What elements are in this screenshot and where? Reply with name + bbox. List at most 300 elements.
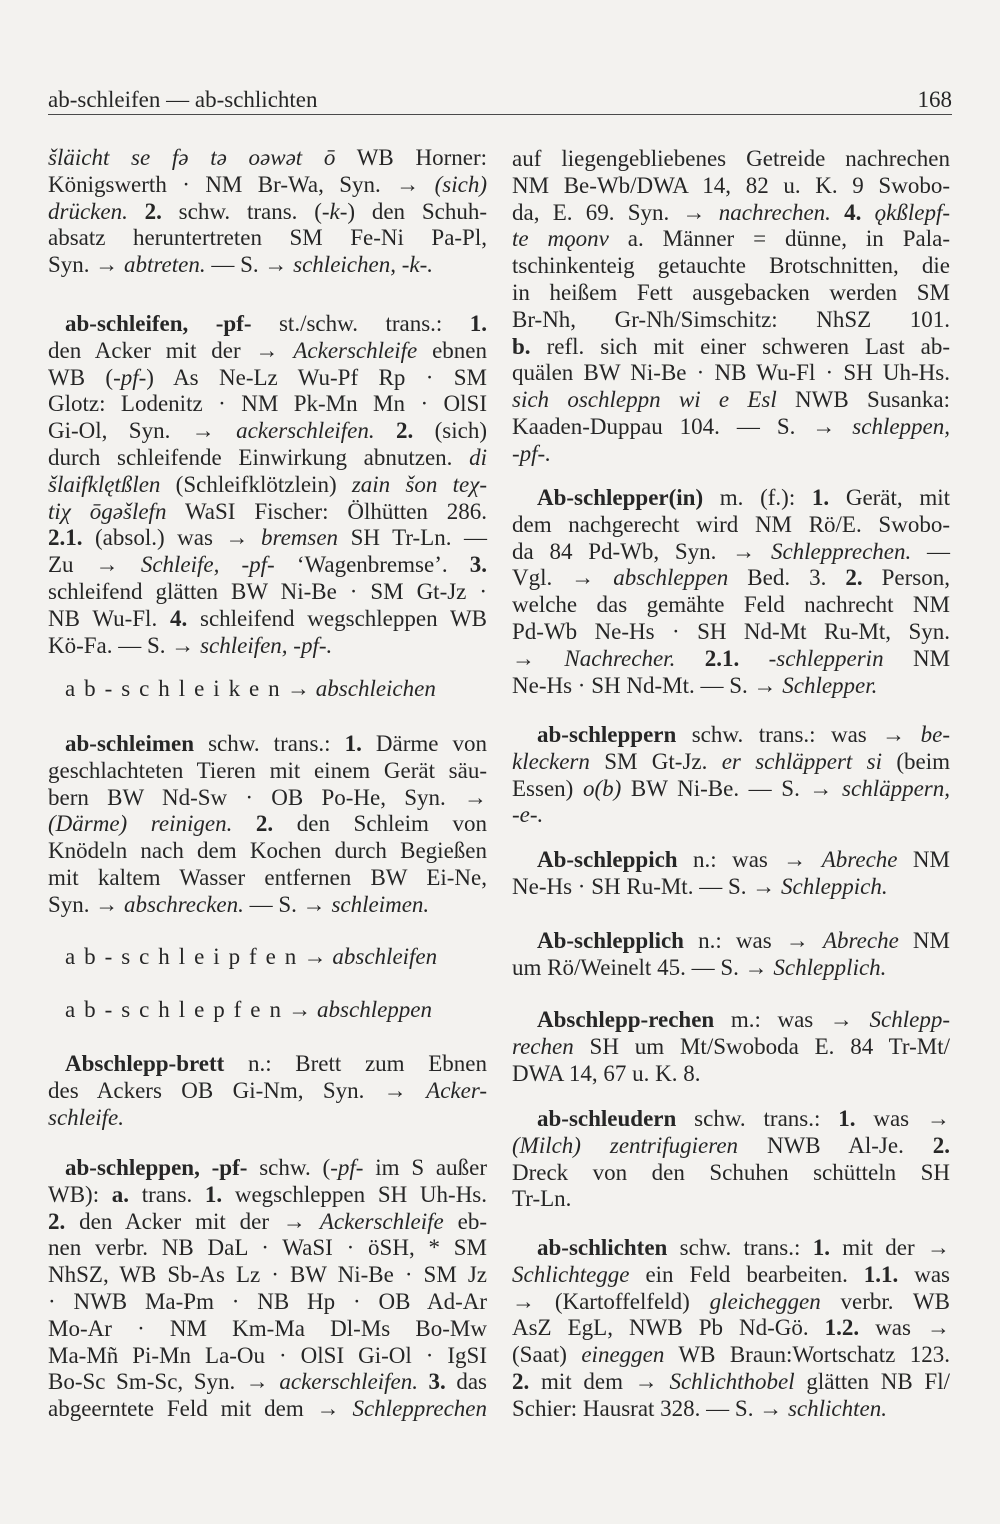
bold-text: 2. xyxy=(396,418,414,444)
text-run: was → xyxy=(859,1315,950,1341)
text-run: → xyxy=(282,997,318,1022)
text-run: mit der → xyxy=(829,1235,950,1260)
italic-text: šlaifklętßlen xyxy=(48,471,161,497)
text-run: SH Tr-Ln. — xyxy=(338,525,487,551)
italic-text: -schlepperin xyxy=(768,645,884,671)
italic-text: Acker- xyxy=(426,1077,487,1103)
italic-text: šläicht se fə tə oəwət ō xyxy=(48,145,336,170)
text-run: Syn. → xyxy=(48,891,125,917)
text-run: → xyxy=(512,645,565,671)
text-line xyxy=(512,1133,950,1160)
text-run: Ma-Mñ Pi-Mn La-Ou · OlSI Gi-Ol · IgSI xyxy=(48,1342,487,1368)
text-line xyxy=(512,1186,950,1213)
text-run: bern BW Nd-Sw · OB Po-He, Syn. → xyxy=(48,784,487,810)
text-line xyxy=(512,749,950,776)
text-run: Dreck von den Schuhen schütteln SH xyxy=(512,1159,950,1185)
text-run: durch schleifende Einwirkung abnutzen. xyxy=(48,444,470,470)
text-line xyxy=(48,1078,487,1105)
italic-text: abschleppen xyxy=(317,997,433,1022)
text-run: Essen) xyxy=(512,775,583,801)
text-line xyxy=(48,865,487,892)
right-column xyxy=(512,0,950,1524)
spaced-headword: a b - s c h l e i k e n xyxy=(65,676,282,701)
text-run: (Saat) xyxy=(512,1342,582,1368)
italic-text: Schlepprechen xyxy=(352,1396,487,1422)
text-line xyxy=(512,565,950,592)
italic-text: Nachrecher. xyxy=(564,645,676,671)
text-line xyxy=(512,334,950,361)
italic-text: schlichten. xyxy=(787,1395,887,1421)
text-run: Syn. → xyxy=(48,252,125,278)
headword: Ab-schlepplich xyxy=(537,928,684,953)
text-run: AsZ EgL, NWB Pb Nd-Gö. xyxy=(512,1315,825,1341)
text-run: geschlachteten Tieren mit einem Gerät säu- xyxy=(48,757,487,783)
text-line xyxy=(512,928,950,955)
text-line xyxy=(48,997,487,1024)
text-run: schw. trans. (- xyxy=(161,198,330,224)
text-run: nen verbr. NB DaL · WaSI · öSH, * SM xyxy=(48,1235,487,1261)
text-run: schw. trans.: xyxy=(676,1106,839,1131)
text-run: WB (- xyxy=(48,364,121,390)
text-line xyxy=(512,485,950,512)
bold-text: 1. xyxy=(838,1106,856,1131)
text-run: schw. trans.: xyxy=(667,1235,813,1260)
text-run: Ne-Hs · SH Ru-Mt. — S. → xyxy=(512,873,781,899)
text-run: verbr. WB xyxy=(820,1288,950,1314)
bold-text: 1. xyxy=(469,311,487,336)
bold-text: 4. xyxy=(844,199,862,225)
text-run: a. Männer = dünne, in Pala- xyxy=(608,226,950,252)
dictionary-entry xyxy=(512,146,950,468)
text-line xyxy=(48,199,487,226)
text-run: des Ackers OB Gi-Nm, Syn. → xyxy=(48,1077,427,1103)
text-line xyxy=(48,944,487,971)
italic-text: (sich) xyxy=(434,171,487,197)
text-run: Br-Nh, Gr-Nh/Simschitz: NhSZ 101. xyxy=(512,306,950,332)
text-run xyxy=(861,200,874,225)
text-line xyxy=(48,365,487,392)
text-run: — xyxy=(911,538,950,564)
italic-text: Schlichtegge xyxy=(512,1261,630,1287)
text-run: NhSZ, WB Sb-As Lz · BW Ni-Be · SM Jz xyxy=(48,1262,487,1288)
text-line xyxy=(48,1369,487,1396)
text-line xyxy=(512,1235,950,1262)
text-run: schw. (- xyxy=(247,1155,338,1180)
text-run xyxy=(831,200,844,225)
text-line xyxy=(512,776,950,803)
italic-text: (Milch) zentrifugieren xyxy=(512,1132,739,1158)
dictionary-entry xyxy=(48,731,487,919)
text-line xyxy=(512,874,950,901)
text-line xyxy=(512,1061,950,1088)
text-line xyxy=(512,1106,950,1133)
text-run: Person, xyxy=(862,565,950,591)
text-run: um Rö/Weinelt 45. — S. → xyxy=(512,954,774,980)
text-line xyxy=(512,200,950,227)
bold-text: 1. xyxy=(204,1181,223,1207)
text-run: auf liegengebliebenes Getreide nachrechen xyxy=(512,146,950,171)
dictionary-entry xyxy=(48,1155,487,1423)
text-run xyxy=(739,646,768,671)
headword: ab-schleudern xyxy=(537,1106,677,1131)
bold-text: 2. xyxy=(845,565,863,591)
bold-text: 3. xyxy=(428,1369,446,1395)
bold-text: 1.2. xyxy=(824,1315,860,1341)
text-run xyxy=(418,1369,429,1394)
italic-text: Schleppich. xyxy=(780,873,888,899)
bold-text: 2. xyxy=(255,811,274,837)
italic-text: abschrecken. xyxy=(124,891,244,917)
text-run xyxy=(675,646,704,671)
text-run: den Acker mit der → xyxy=(48,337,294,363)
italic-text: abschleppen xyxy=(613,565,729,591)
italic-text: di xyxy=(469,444,487,470)
text-run: Zu → xyxy=(48,552,141,578)
text-run: das xyxy=(445,1369,487,1395)
text-run: n.: was → xyxy=(677,847,822,872)
text-run: da, E. 69. Syn. → xyxy=(512,199,719,225)
text-run: → xyxy=(281,676,316,701)
dictionary-entry xyxy=(48,997,487,1024)
text-run: SH um Mt/Swoboda E. 84 Tr-Mt/ xyxy=(573,1033,950,1059)
italic-text: abschleifen xyxy=(332,944,438,969)
headword: Ab-schleppich xyxy=(537,847,678,872)
bold-text: 4. xyxy=(169,605,188,631)
text-run: Mo-Ar · NM Km-Ma Dl-Ms Bo-Mw xyxy=(48,1315,487,1341)
text-run: DWA 14, 67 u. K. 8. xyxy=(512,1060,701,1086)
italic-text: ǫkßlepf- xyxy=(874,199,950,225)
text-line xyxy=(512,1342,950,1369)
headword: ab-schleppern xyxy=(537,722,677,747)
text-line xyxy=(48,338,487,365)
text-run: WaSI Fischer: Ölhütten 286. xyxy=(166,498,488,524)
italic-text: Ackerschleife xyxy=(293,337,418,363)
text-run: SM Gt-Jz. xyxy=(589,748,722,774)
dictionary-entry xyxy=(512,1235,950,1423)
italic-text: gleicheggen xyxy=(709,1288,821,1314)
bold-text: 2. xyxy=(48,1208,66,1234)
text-line xyxy=(512,146,950,173)
text-run: → (Kartoffelfeld) xyxy=(512,1288,710,1314)
running-head-title: ab-schleifen — ab-schlichten xyxy=(48,87,318,112)
text-run: Kaaden-Duppau 104. — S. → xyxy=(512,413,853,439)
text-line xyxy=(48,838,487,865)
text-run: Tr-Ln. xyxy=(512,1186,572,1212)
italic-text: -e-. xyxy=(512,802,544,828)
text-run: Bed. 3. xyxy=(728,565,846,591)
italic-text: bremsen xyxy=(260,525,339,551)
text-line xyxy=(48,311,487,338)
text-line xyxy=(48,1343,487,1370)
italic-text: schleife. xyxy=(48,1104,124,1130)
text-line xyxy=(48,172,487,199)
bold-text: 2.1. xyxy=(704,645,740,671)
text-run: dem nachgerecht wird NM Rö/E. Swobo- xyxy=(512,511,950,537)
text-run: - im S außer xyxy=(355,1155,488,1180)
italic-text: abtreten. xyxy=(124,252,206,278)
text-run: ein Feld bearbeiten. xyxy=(629,1261,864,1287)
text-run: schw. trans.: was → xyxy=(676,722,921,747)
text-run: WB): xyxy=(48,1181,112,1207)
italic-text: be- xyxy=(920,722,950,747)
italic-text: schleifen, -pf-. xyxy=(200,632,333,658)
italic-text: kleckern xyxy=(512,748,590,774)
text-line xyxy=(512,619,950,646)
text-run: ebnen xyxy=(417,337,487,363)
text-line xyxy=(512,360,950,387)
text-line xyxy=(48,811,487,838)
text-line xyxy=(48,1235,487,1262)
italic-text: Abreche xyxy=(823,928,899,953)
italic-text: rechen xyxy=(512,1033,574,1059)
text-line xyxy=(48,1209,487,1236)
text-run xyxy=(232,811,256,836)
text-run xyxy=(375,418,396,443)
headword: Abschlepp-brett xyxy=(65,1051,225,1076)
text-run: (Schleifklötzlein) xyxy=(160,471,352,497)
italic-text: ackerschleifen. xyxy=(236,418,375,444)
text-run: NWB Al-Je. xyxy=(738,1132,933,1158)
text-run: was xyxy=(898,1261,950,1287)
text-run: glätten NB Fl/ xyxy=(794,1368,950,1394)
text-run: eb- xyxy=(443,1208,487,1234)
text-line xyxy=(512,173,950,200)
dictionary-entry xyxy=(512,485,950,699)
text-run: — S. → xyxy=(205,252,294,278)
text-run: NM Be-Wb/DWA 14, 82 u. K. 9 Swobo- xyxy=(512,172,950,198)
text-line xyxy=(512,1396,950,1423)
text-run: schw. trans.: xyxy=(194,731,345,756)
text-run: Därme von xyxy=(361,731,487,756)
headword: ab-schleimen xyxy=(65,731,195,756)
italic-text: schleimen. xyxy=(331,891,430,917)
italic-text: o(b) xyxy=(582,775,622,801)
text-run: m. (f.): xyxy=(703,485,812,510)
text-line xyxy=(512,592,950,619)
dictionary-entry xyxy=(512,722,950,829)
text-line xyxy=(48,418,487,445)
italic-text: Schlepper. xyxy=(782,672,878,698)
text-run: wegschleppen SH Uh-Hs. xyxy=(222,1181,487,1207)
text-line xyxy=(48,892,487,919)
text-run: Königswerth · NM Br-Wa, Syn. → xyxy=(48,171,435,197)
bold-text: 1. xyxy=(344,731,362,756)
italic-text: pf xyxy=(337,1155,356,1180)
dictionary-entry xyxy=(512,928,950,982)
dictionary-entry xyxy=(48,1051,487,1131)
text-run: → xyxy=(297,944,333,969)
italic-text: tiχ ōgəšlefn xyxy=(48,498,167,524)
dictionary-entry xyxy=(48,311,487,659)
text-run: Gerät, mit xyxy=(829,485,950,510)
text-line xyxy=(48,676,487,703)
italic-text: Schleife, -pf- xyxy=(140,552,275,578)
italic-text: te mǫonv xyxy=(512,226,609,252)
text-run: -) den Schuh- xyxy=(339,198,488,224)
dictionary-entry xyxy=(512,847,950,901)
italic-text: ackerschleifen. xyxy=(279,1369,418,1395)
text-line xyxy=(48,1182,487,1209)
text-run: NM xyxy=(897,847,950,872)
italic-text: sich oschleppn wi e Esl xyxy=(512,387,777,413)
text-line xyxy=(512,646,950,673)
italic-text: eineggen xyxy=(581,1342,665,1368)
text-run: trans. xyxy=(129,1181,205,1207)
text-line xyxy=(48,633,487,660)
text-line xyxy=(512,280,950,307)
text-line xyxy=(512,673,950,700)
page-number: 168 xyxy=(917,87,952,112)
italic-text: schleppen, xyxy=(852,413,950,439)
italic-text: -pf-. xyxy=(512,440,551,466)
text-run: quälen BW Ni-Be · NB Wu-Fl · SH Uh-Hs. xyxy=(512,360,950,386)
italic-text: schläppern, xyxy=(842,775,950,801)
text-run: (sich) xyxy=(413,418,488,444)
dictionary-entry xyxy=(512,1007,950,1087)
text-run: abgeerntete Feld mit dem → xyxy=(48,1396,353,1422)
bold-text: 1.1. xyxy=(863,1261,899,1287)
text-run: schleifend wegschleppen WB xyxy=(187,605,488,631)
text-run: WB Braun:Wortschatz 123. xyxy=(664,1342,950,1368)
text-run: (absol.) was → xyxy=(82,525,261,551)
text-line xyxy=(48,785,487,812)
text-line xyxy=(48,145,487,172)
italic-text: Ackerschleife xyxy=(319,1208,444,1234)
text-run: Schier: Hausrat 328. — S. → xyxy=(512,1395,788,1421)
bold-text: 2.1. xyxy=(48,525,83,551)
italic-text: Schlichthobel xyxy=(669,1368,795,1394)
spaced-headword: a b - s c h l e p f e n xyxy=(65,997,283,1022)
bold-text: 2. xyxy=(144,198,162,224)
italic-text: Schlepprechen. xyxy=(770,538,912,564)
text-run: da 84 Pd-Wb, Syn. → xyxy=(512,538,771,564)
text-run: Glotz: Lodenitz · NM Pk-Mn Mn · OlSI xyxy=(48,391,487,417)
text-line xyxy=(48,1396,487,1423)
bold-text: 2. xyxy=(512,1368,530,1394)
text-run: refl. sich mit einer schweren Last ab- xyxy=(530,333,950,359)
text-run: · NWB Ma-Pm · NB Hp · OB Ad-Ar xyxy=(48,1288,487,1314)
text-run xyxy=(128,199,145,224)
text-line xyxy=(48,391,487,418)
headword: Ab-schlepper(in) xyxy=(537,485,704,510)
italic-text: nachrechen. xyxy=(718,199,831,225)
text-line xyxy=(48,252,487,279)
text-run: mit kaltem Wasser entfernen BW Ei-Ne, xyxy=(48,864,487,890)
headword: ab-schleppen, -pf- xyxy=(65,1155,248,1180)
text-line xyxy=(48,606,487,633)
italic-text: pf xyxy=(120,364,139,390)
bold-text: b. xyxy=(512,333,531,359)
text-run: Kö-Fa. — S. → xyxy=(48,632,201,658)
bold-text: 2. xyxy=(932,1132,950,1158)
bold-text: 1. xyxy=(812,1235,830,1260)
italic-text: (Därme) reinigen. xyxy=(48,811,233,837)
left-column xyxy=(48,0,487,1524)
text-run: st./schw. trans.: xyxy=(251,311,470,336)
text-run: mit dem → xyxy=(529,1368,670,1394)
text-line xyxy=(48,1262,487,1289)
text-run: WB Horner: xyxy=(335,145,487,170)
text-line xyxy=(48,1316,487,1343)
text-line xyxy=(512,1315,950,1342)
headword: ab-schleifen, -pf- xyxy=(65,311,252,336)
text-line xyxy=(512,1160,950,1187)
text-run: schleifend glätten BW Ni-Be · SM Gt-Jz · xyxy=(48,578,487,604)
dictionary-entry xyxy=(48,676,487,703)
text-run: absatz heruntertreten SM Fe-Ni Pa-Pl, xyxy=(48,225,487,251)
text-line xyxy=(48,225,487,252)
text-run: BW Ni-Be. — S. → xyxy=(621,775,843,801)
text-line xyxy=(512,1369,950,1396)
text-run: Pd-Wb Ne-Hs · SH Nd-Mt Ru-Mt, Syn. xyxy=(512,618,950,644)
italic-text: k xyxy=(329,198,340,224)
text-line xyxy=(48,1155,487,1182)
text-line xyxy=(512,307,950,334)
text-run: (beim xyxy=(882,748,950,774)
text-run: — S. → xyxy=(243,891,332,917)
text-line xyxy=(48,731,487,758)
text-line xyxy=(48,579,487,606)
text-line xyxy=(512,414,950,441)
text-run: NB Wu-Fl. xyxy=(48,605,170,631)
text-run: ‘Wagenbremse’. xyxy=(274,552,470,578)
text-run: Knödeln nach dem Kochen durch Begießen xyxy=(48,838,487,864)
bold-text: 3. xyxy=(469,552,487,578)
italic-text: Abreche xyxy=(821,847,898,872)
bold-text: a. xyxy=(111,1181,130,1207)
text-line xyxy=(512,253,950,280)
text-run: NWB Susanka: xyxy=(776,387,950,413)
text-run: Ne-Hs · SH Nd-Mt. — S. → xyxy=(512,672,783,698)
text-line xyxy=(48,472,487,499)
text-line xyxy=(48,499,487,526)
text-run: n.: Brett zum Ebnen xyxy=(224,1051,487,1076)
text-run: was → xyxy=(855,1106,950,1131)
text-line xyxy=(512,847,950,874)
text-line xyxy=(512,441,950,468)
text-run: in heißem Fett ausgebacken werden SM xyxy=(512,279,950,305)
italic-text: drücken. xyxy=(48,198,128,224)
text-run: -) As Ne-Lz Wu-Pf Rp · SM xyxy=(138,364,487,390)
text-line xyxy=(512,1034,950,1061)
dictionary-entry xyxy=(48,944,487,971)
headword: ab-schlichten xyxy=(537,1235,668,1260)
dictionary-entry xyxy=(48,145,487,279)
spaced-headword: a b - s c h l e i p f e n xyxy=(65,944,298,969)
bold-text: 1. xyxy=(811,485,830,510)
dictionary-entry xyxy=(512,1106,950,1213)
text-run: den Schleim von xyxy=(273,811,488,837)
text-run: Gi-Ol, Syn. → xyxy=(48,418,237,444)
text-line xyxy=(512,955,950,982)
text-run: NM xyxy=(898,928,950,953)
text-run: n.: was → xyxy=(683,928,823,953)
text-line xyxy=(48,1289,487,1316)
italic-text: er schläppert si xyxy=(721,748,882,774)
text-line xyxy=(48,758,487,785)
italic-text: Schlepplich. xyxy=(773,954,887,980)
italic-text: zain šon teχ- xyxy=(351,471,487,497)
italic-text: abschleichen xyxy=(315,676,436,701)
text-run: welche das gemähte Feld nachrecht NM xyxy=(512,592,950,618)
text-run: m.: was → xyxy=(714,1007,870,1032)
text-line xyxy=(48,1051,487,1078)
text-line xyxy=(512,1007,950,1034)
text-run: NM xyxy=(883,645,951,671)
italic-text: schleichen, -k-. xyxy=(293,252,433,278)
text-line xyxy=(48,445,487,472)
text-run: Bo-Sc Sm-Sc, Syn. → xyxy=(48,1369,280,1395)
